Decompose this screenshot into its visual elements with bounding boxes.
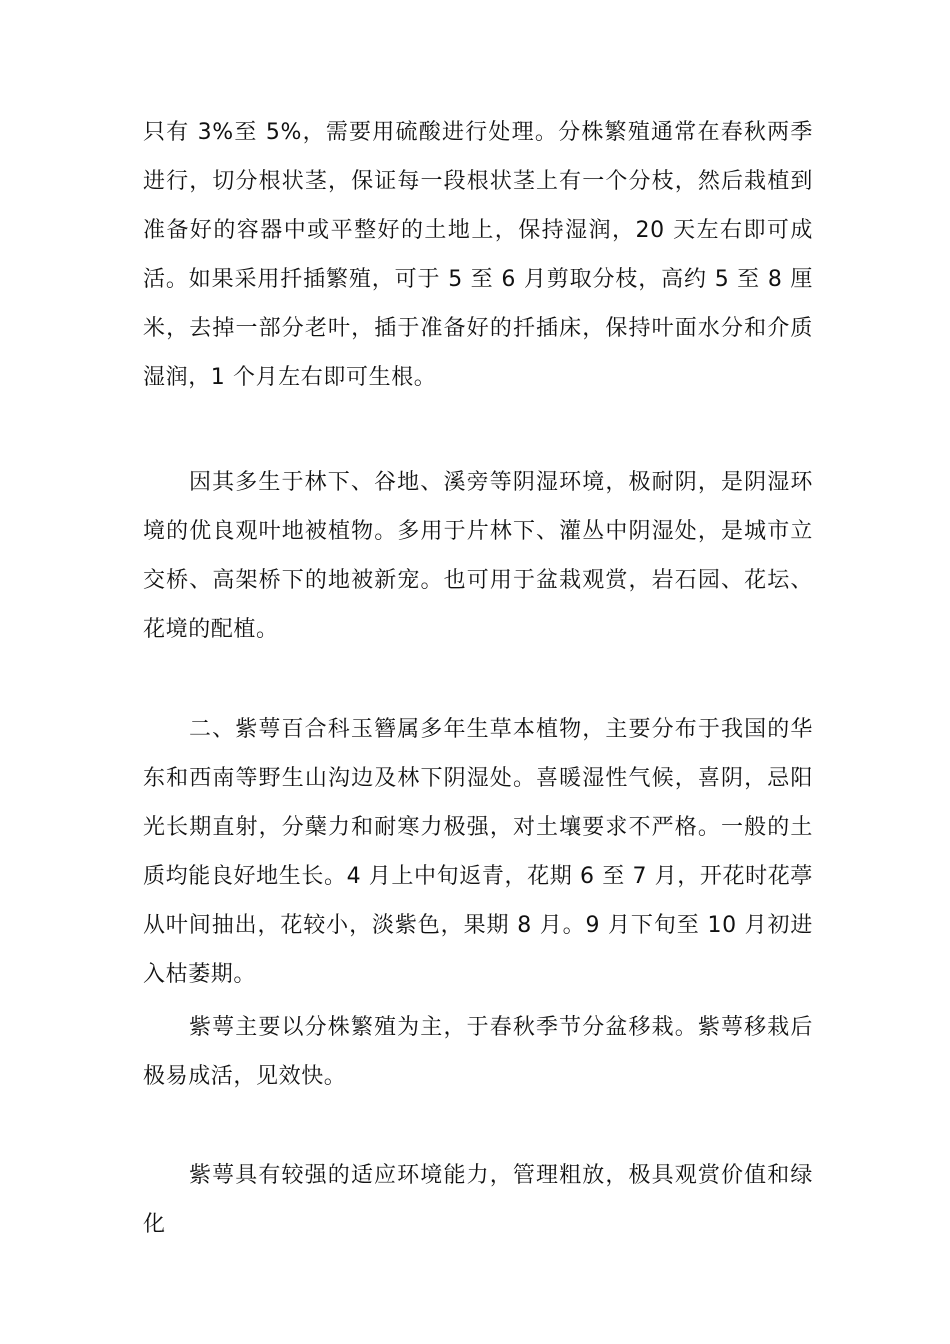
paragraph-landscape-use: 因其多生于林下、谷地、溪旁等阴湿环境，极耐阴，是阴湿环境的优良观叶地被植物。多用于片林下、灌丛中阴湿处，是城市立交桥、高架桥下的地被新宠。也可用于盆栽观赏，岩石园、花坛、花境的配植。: [143, 470, 813, 642]
paragraph-hosta-ventricosa-intro: 二、紫萼百合科玉簪属多年生草本植物，主要分布于我国的华东和西南等野生山沟边及林下阴湿处。喜暖湿性气候，喜阴，忌阳光长期直射，分蘖力和耐寒力极强，对土壤要求不严格。一般的土质均能良好地生长。4 月上中旬返青，花期 6 至 7 月，开花时花葶从叶间抽出，花较小，淡紫色，果期 8 月。9 月下旬至 10 月初进入枯萎期。: [143, 717, 813, 987]
paragraph-propagation-continued: 只有 3%至 5%，需要用硫酸进行处理。分株繁殖通常在春秋两季进行，切分根状茎，保证每一段根状茎上有一个分枝，然后栽植到准备好的容器中或平整好的土地上，保持湿润，20 天左右即可成活。如果采用扦插繁殖，可于 5 至 6 月剪取分枝，高约 5 至 8 厘米，去掉一部分老叶，插于准备好的扦插床，保持叶面水分和介质湿润，1 个月左右即可生根。: [143, 120, 813, 390]
paragraph-hosta-adaptability: 紫萼具有较强的适应环境能力，管理粗放，极具观赏价值和绿化: [143, 1163, 813, 1237]
paragraph-hosta-propagation: 紫萼主要以分株繁殖为主，于春秋季节分盆移栽。紫萼移栽后极易成活，见效快。: [143, 1015, 813, 1089]
